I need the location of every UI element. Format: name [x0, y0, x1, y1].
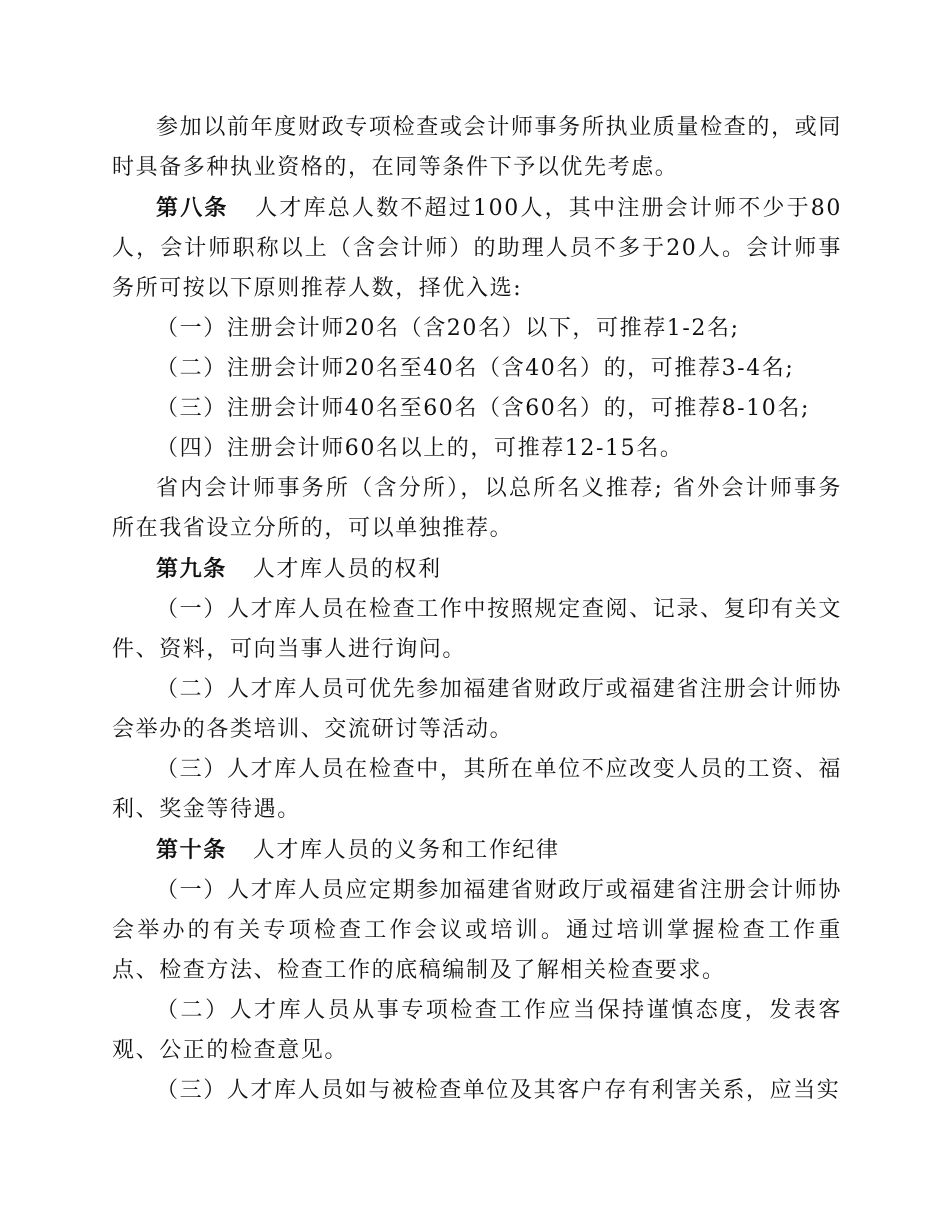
paragraph-text: 省内会计师事务所（含分所），以总所名义推荐; 省外会计师事务所在我省设立分所的，可以单独推荐。	[112, 476, 842, 541]
paragraph-recommendation-rule	[112, 469, 842, 549]
document-body	[112, 108, 842, 1111]
list-item-text: （三）注册会计师40名至60名（含60名）的，可推荐8-10名;	[156, 396, 811, 421]
paragraph-text: 参加以前年度财政专项检查或会计师事务所执业质量检查的，或同时具备多种执业资格的，在同等条件下予以优先考虑。	[112, 115, 842, 180]
duties-item-1	[112, 871, 842, 991]
list-item-1	[112, 309, 842, 349]
paragraph-article-8	[112, 188, 842, 309]
list-item-text: （一）人才库人员在检查工作中按照规定查阅、记录、复印有关文件、资料，可向当事人进行询问。	[112, 597, 842, 662]
paragraph-text: 人才库人员的义务和工作纪律	[252, 838, 560, 863]
list-item-text: （三）人才库人员在检查中，其所在单位不应改变人员的工资、福利、奖金等待遇。	[112, 757, 842, 822]
article-heading: 第十条	[156, 837, 227, 863]
rights-item-2	[112, 670, 842, 750]
paragraph-text: 人才库总人数不超过100人，其中注册会计师不少于80人，会计师职称以上（含会计师）的助理人员不多于20人。会计师事务所可按以下原则推荐人数，择优入选:	[112, 196, 842, 301]
article-heading: 第九条	[156, 556, 227, 582]
list-item-text: （四）注册会计师60名以上的，可推荐12-15名。	[156, 436, 684, 461]
rights-item-3	[112, 750, 842, 830]
list-item-text: （二）人才库人员从事专项检查工作应当保持谨慎态度，发表客观、公正的检查意见。	[112, 998, 842, 1063]
article-heading: 第八条	[156, 195, 229, 221]
duties-item-2	[112, 991, 842, 1071]
list-item-3	[112, 389, 842, 429]
duties-item-3	[112, 1071, 842, 1111]
paragraph-text: 人才库人员的权利	[252, 557, 442, 582]
list-item-text: （一）注册会计师20名（含20名）以下，可推荐1-2名;	[156, 316, 740, 341]
list-item-text: （二）人才库人员可优先参加福建省财政厅或福建省注册会计师协会举办的各类培训、交流研讨等活动。	[112, 677, 842, 742]
list-item-text: （二）注册会计师20名至40名（含40名）的，可推荐3-4名;	[156, 356, 795, 381]
list-item-text: （一）人才库人员应定期参加福建省财政厅或福建省注册会计师协会举办的有关专项检查工作会议或培训。通过培训掌握检查工作重点、检查方法、检查工作的底稿编制及了解相关检查要求。	[112, 878, 842, 983]
paragraph-priority-conditions	[112, 108, 842, 188]
list-item-4	[112, 429, 842, 469]
list-item-text: （三）人才库人员如与被检查单位及其客户存有利害关系，应当实	[156, 1078, 841, 1103]
paragraph-article-10	[112, 830, 842, 871]
list-item-2	[112, 349, 842, 389]
rights-item-1	[112, 590, 842, 670]
paragraph-article-9	[112, 549, 842, 590]
